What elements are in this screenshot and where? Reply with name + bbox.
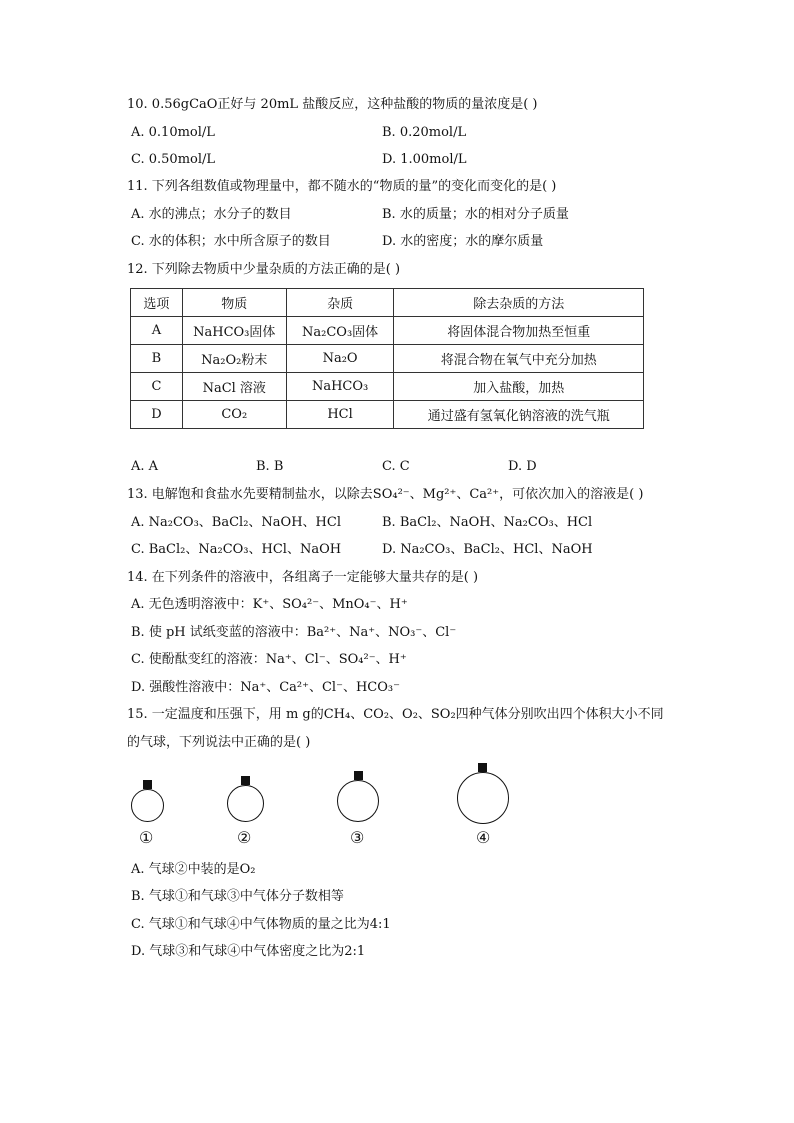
balloon-knot bbox=[478, 763, 487, 772]
table-cell: Na₂CO₃固体 bbox=[286, 317, 394, 345]
table-cell: D bbox=[131, 401, 183, 429]
q10-option-a: A. 0.10mol/L bbox=[131, 125, 215, 140]
q11-option-c: C. 水的体积；水中所含原子的数目 bbox=[131, 234, 331, 249]
balloon-label-4: ④ bbox=[476, 828, 491, 847]
table-cell: Na₂O₂粉末 bbox=[182, 345, 286, 373]
q10-option-b: B. 0.20mol/L bbox=[382, 125, 467, 140]
q11-option-a: A. 水的沸点；水分子的数目 bbox=[131, 207, 292, 222]
q15-option-a: A. 气球②中装的是O₂ bbox=[131, 862, 256, 877]
q10-option-d: D. 1.00mol/L bbox=[382, 152, 467, 167]
header-impurity: 杂质 bbox=[286, 289, 394, 317]
q15-stem-line2: 的气球，下列说法中正确的是( ) bbox=[127, 735, 311, 750]
table-cell: NaHCO₃ bbox=[286, 373, 394, 401]
q15-option-b: B. 气球①和气球③中气体分子数相等 bbox=[131, 889, 344, 904]
q14-option-d: D. 强酸性溶液中：Na⁺、Ca²⁺、Cl⁻、HCO₃⁻ bbox=[131, 680, 400, 695]
table-cell: B bbox=[131, 345, 183, 373]
balloon-knot bbox=[354, 771, 363, 780]
table-cell: HCl bbox=[286, 401, 394, 429]
table-cell: NaCl 溶液 bbox=[182, 373, 286, 401]
balloon-circle bbox=[457, 772, 509, 824]
q13-option-c: C. BaCl₂、Na₂CO₃、HCl、NaOH bbox=[131, 542, 342, 557]
q10-stem: 10. 0.56gCaO正好与 20mL 盐酸反应，这种盐酸的物质的量浓度是( ) bbox=[127, 97, 538, 112]
q12-option-a: A. A bbox=[131, 459, 159, 474]
q14-option-a: A. 无色透明溶液中：K⁺、SO₄²⁻、MnO₄⁻、H⁺ bbox=[131, 597, 408, 612]
table-row bbox=[131, 373, 644, 401]
header-substance: 物质 bbox=[182, 289, 286, 317]
q13-option-b: B. BaCl₂、NaOH、Na₂CO₃、HCl bbox=[382, 515, 593, 530]
balloon-circle bbox=[337, 780, 379, 822]
q15-option-c: C. 气球①和气球④中气体物质的量之比为4:1 bbox=[131, 917, 391, 932]
table-cell: 将混合物在氧气中充分加热 bbox=[394, 345, 644, 373]
table-cell: 将固体混合物加热至恒重 bbox=[394, 317, 644, 345]
q11-option-b: B. 水的质量；水的相对分子质量 bbox=[382, 207, 569, 222]
table-cell: Na₂O bbox=[286, 345, 394, 373]
q13-option-a: A. Na₂CO₃、BaCl₂、NaOH、HCl bbox=[131, 515, 341, 530]
q11-stem: 11. 下列各组数值或物理量中，都不随水的“物质的量”的变化而变化的是( ) bbox=[127, 179, 557, 194]
table-row bbox=[131, 317, 644, 345]
table-cell: A bbox=[131, 317, 183, 345]
q14-stem: 14. 在下列条件的溶液中，各组离子一定能够大量共存的是( ) bbox=[127, 570, 479, 585]
balloon-label-2: ② bbox=[237, 828, 252, 847]
balloon-label-1: ① bbox=[139, 828, 154, 847]
q13-stem: 13. 电解饱和食盐水先要精制盐水，以除去SO₄²⁻、Mg²⁺、Ca²⁺，可依次加入的溶液是( ) bbox=[127, 487, 644, 502]
q10-option-c: C. 0.50mol/L bbox=[131, 152, 216, 167]
table-cell: CO₂ bbox=[182, 401, 286, 429]
q12-table bbox=[130, 288, 644, 429]
table-row bbox=[131, 401, 644, 429]
balloon-circle bbox=[131, 789, 164, 822]
q11-option-d: D. 水的密度；水的摩尔质量 bbox=[382, 234, 544, 249]
table-row bbox=[131, 345, 644, 373]
table-cell: 通过盛有氢氧化钠溶液的洗气瓶 bbox=[394, 401, 644, 429]
balloon-label-3: ③ bbox=[350, 828, 365, 847]
balloon-circle bbox=[227, 785, 264, 822]
q12-stem: 12. 下列除去物质中少量杂质的方法正确的是( ) bbox=[127, 262, 401, 277]
table-header-row bbox=[131, 289, 644, 317]
q15-stem-line1: 15. 一定温度和压强下，用 m g的CH₄、CO₂、O₂、SO₂四种气体分别吹出四个体积大小不同 bbox=[127, 707, 664, 722]
q14-option-c: C. 使酚酞变红的溶液：Na⁺、Cl⁻、SO₄²⁻、H⁺ bbox=[131, 652, 407, 667]
q14-option-b: B. 使 pH 试纸变蓝的溶液中：Ba²⁺、Na⁺、NO₃⁻、Cl⁻ bbox=[131, 625, 457, 640]
header-option: 选项 bbox=[131, 289, 183, 317]
header-method: 除去杂质的方法 bbox=[394, 289, 644, 317]
q13-option-d: D. Na₂CO₃、BaCl₂、HCl、NaOH bbox=[382, 542, 593, 557]
q12-option-b: B. B bbox=[256, 459, 284, 474]
table-cell: C bbox=[131, 373, 183, 401]
q15-option-d: D. 气球③和气球④中气体密度之比为2:1 bbox=[131, 944, 366, 959]
table-cell: 加入盐酸，加热 bbox=[394, 373, 644, 401]
balloon-knot bbox=[241, 776, 250, 785]
q12-option-c: C. C bbox=[382, 459, 410, 474]
q12-option-d: D. D bbox=[508, 459, 537, 474]
table-cell: NaHCO₃固体 bbox=[182, 317, 286, 345]
balloon-knot bbox=[143, 780, 152, 789]
